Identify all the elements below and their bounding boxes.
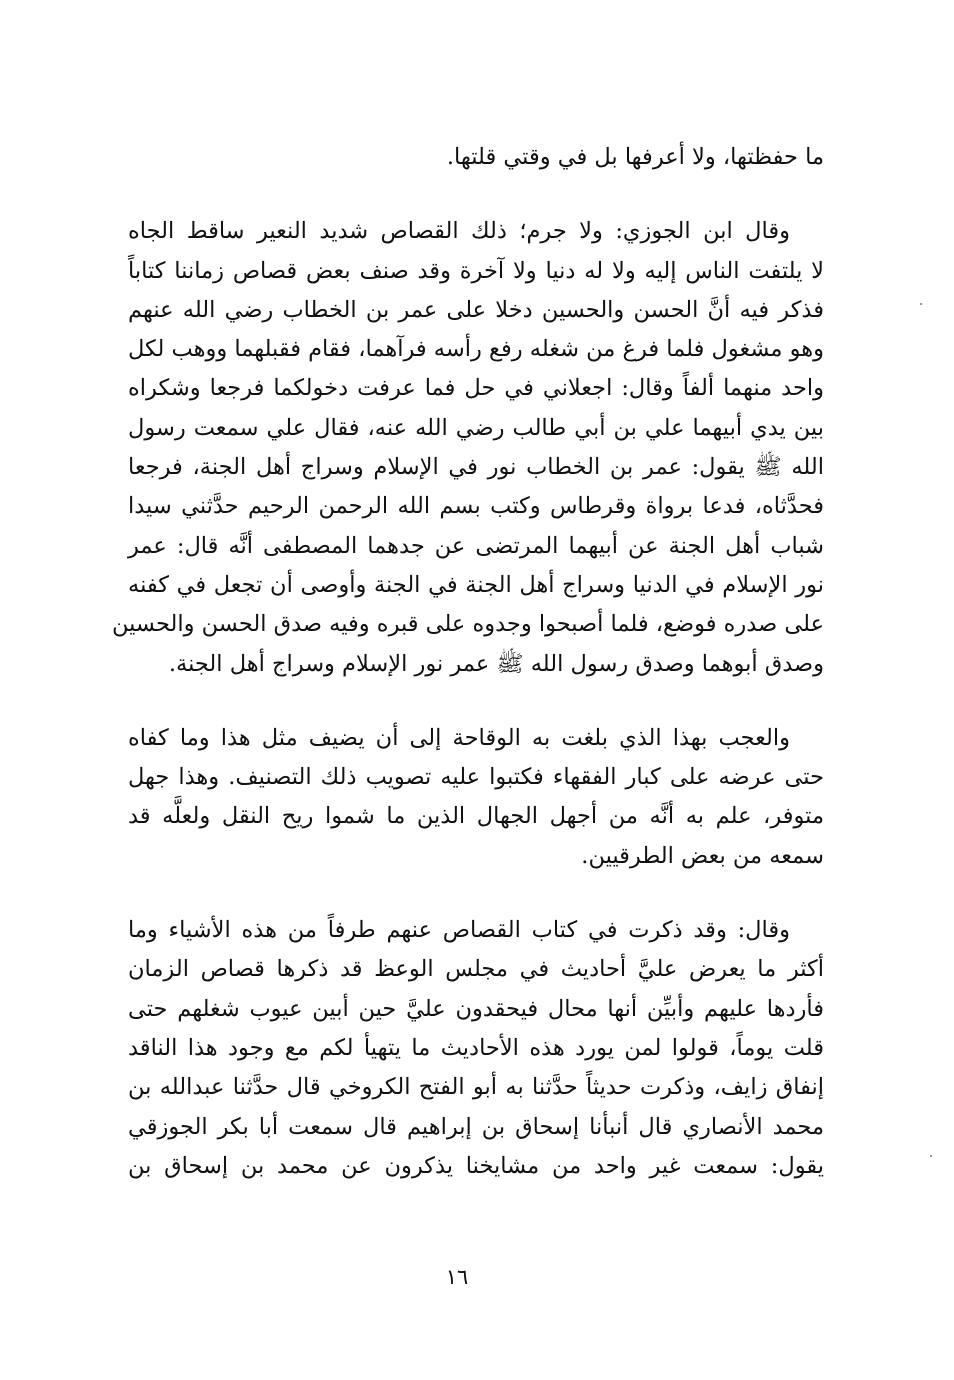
text-line: وهو مشغول فلما فرغ من شغله رفع رأسه فرآهما، فقام فقبلهما ووهب لكل: [128, 336, 824, 363]
text-line: قلت يوماً، قولوا لمن يورد هذه الأحاديث ما يتهيأ لكم مع وجود هذا الناقد: [128, 1034, 824, 1061]
scan-speck: [920, 303, 922, 305]
paragraph-2: [112, 212, 824, 684]
text-line: بين يدي أبيهما علي بن أبي طالب رضي الله عنه، فقال علي سمعت رسول: [128, 414, 824, 441]
page-number: ١٦: [445, 1265, 469, 1289]
text-line: فأردها عليهم وأبيِّن أنها محال فيحقدون عليَّ حين أبين عيوب شغلهم حتى: [128, 995, 824, 1022]
paragraph-1: [128, 138, 824, 177]
text-line: فذكر فيه أنَّ الحسن والحسين دخلا على عمر بن الخطاب رضي الله عنهم: [128, 296, 824, 323]
paragraph-spacer: [128, 684, 824, 719]
text-line: وقال ابن الجوزي: ولا جرم؛ ذلك القصاص شديد النعير ساقط الجاه: [128, 218, 790, 245]
text-line: وصدق أبوهما وصدق رسول الله ﷺ عمر نور الإسلام وسراج أهل الجنة.: [168, 650, 824, 677]
main-text: [112, 138, 824, 1186]
text-line: الله ﷺ يقول: عمر بن الخطاب نور في الإسلام وسراج أهل الجنة، فرجعا: [128, 454, 824, 481]
text-line: أكثر ما يعرض عليَّ أحاديث في مجلس الوعظ قد ذكرها قصاص الزمان: [128, 956, 824, 983]
paragraph-3: [128, 719, 824, 876]
paragraph-spacer: [128, 876, 824, 911]
text-line: إنفاق زايف، وذكرت حديثاً حدَّثنا به أبو الفتح الكروخي قال حدَّثنا عبدالله بن: [128, 1074, 824, 1101]
scan-speck: [930, 1155, 932, 1157]
text-line: شباب أهل الجنة عن أبيهما المرتضى عن جدهما المصطفى أنَّه قال: عمر: [128, 532, 824, 559]
text-line: والعجب بهذا الذي بلغت به الوقاحة إلى أن يضيف مثل هذا وما كفاه: [128, 724, 790, 751]
text-line: حتى عرضه على كبار الفقهاء فكتبوا عليه تصويب ذلك التصنيف. وهذا جهل: [128, 764, 824, 791]
text-line: سمعه من بعض الطرقيين.: [581, 842, 824, 869]
text-line: واحد منهما ألفاً وقال: اجعلاني في حل فما عرفت دخولكما فرجعا وشكراه: [128, 375, 824, 402]
text-line: على صدره فوضع، فلما أصبحوا وجدوه على قبره وفيه صدق الحسن والحسين: [112, 611, 824, 638]
text-line: لا يلتفت الناس إليه ولا له دنيا ولا آخرة وقد صنف بعض قصاص زماننا كتاباً: [128, 257, 824, 284]
text-line: نور الإسلام في الدنيا وسراج أهل الجنة في الجنة وأوصى أن تجعل في كفنه: [128, 571, 824, 598]
text-line: يقول: سمعت غير واحد من مشايخنا يذكرون عن محمد بن إسحاق بن: [128, 1152, 824, 1179]
text-line: محمد الأنصاري قال أنبأنا إسحاق بن إبراهيم قال سمعت أبا بكر الجوزقي: [128, 1113, 824, 1140]
text-line: فحدَّثاه، فدعا برواة وقرطاس وكتب بسم الله الرحمن الرحيم حدَّثني سيدا: [128, 493, 824, 520]
text-line: ما حفظتها، ولا أعرفها بل في وقتي قلتها.: [446, 144, 824, 170]
paragraph-spacer: [128, 177, 824, 212]
paragraph-4: [128, 911, 824, 1186]
text-line: متوفر، علم به أنَّه من أجهل الجهال الذين ما شموا ريح النقل ولعلَّه قد: [128, 803, 824, 830]
text-line: وقال: وقد ذكرت في كتاب القصاص عنهم طرفاً من هذه الأشياء وما: [128, 917, 790, 944]
